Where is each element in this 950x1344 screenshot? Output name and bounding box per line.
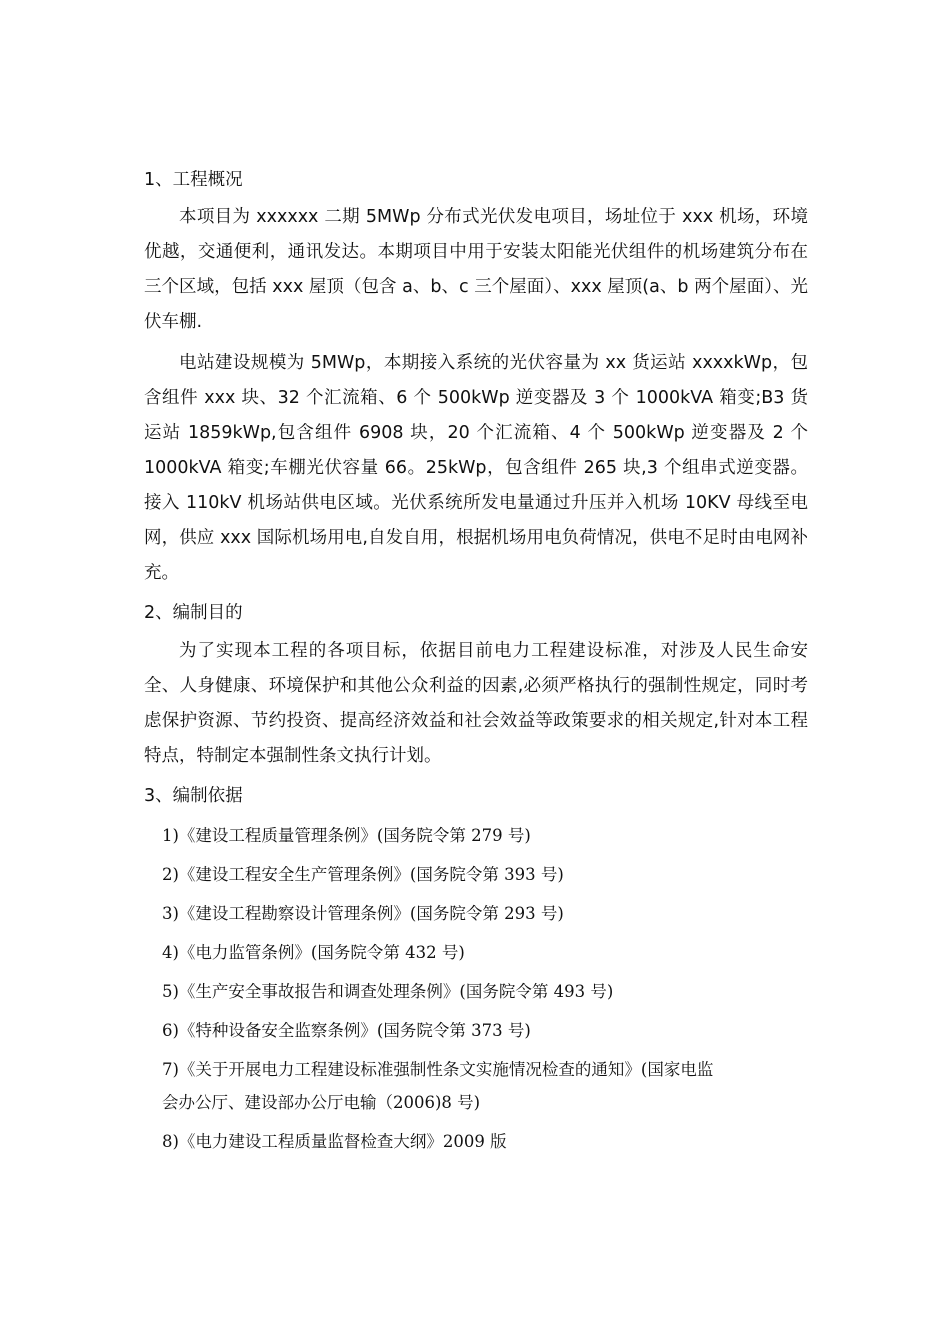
overview-paragraph-1: 本项目为 xxxxxx 二期 5MWp 分布式光伏发电项目，场址位于 xxx 机场，环境优越，交通便利，通讯发达。本期项目中用于安装太阳能光伏组件的机场建筑分布在三个区域，包括 xxx 屋顶（包含 a、b、c 三个屋面）、xxx 屋顶(a、b 两个屋面）、光伏车棚.: [144, 207, 808, 332]
reference-item-7-line-1: 7)《关于开展电力工程建设标准强制性条文实施情况检查的通知》(国家电监: [162, 1060, 714, 1079]
document-body: [144, 164, 808, 1164]
reference-list: [144, 819, 808, 1158]
reference-item-3: 3)《建设工程勘察设计管理条例》(国务院令第 293 号): [162, 904, 564, 923]
reference-item-7: [144, 1053, 808, 1119]
reference-item-2: 2)《建设工程安全生产管理条例》(国务院令第 393 号): [162, 865, 564, 884]
purpose-paragraph: 为了实现本工程的各项目标，依据目前电力工程建设标准，对涉及人民生命安全、人身健康、环境保护和其他公众利益的因素,必须严格执行的强制性规定，同时考虑保护资源、节约投资、提高经济效益和社会效益等政策要求的相关规定,针对本工程特点，特制定本强制性条文执行计划。: [144, 641, 808, 766]
section-heading-basis: 3、编制依据: [144, 786, 243, 806]
reference-item-4: 4)《电力监管条例》(国务院令第 432 号): [162, 943, 465, 962]
reference-item-5: 5)《生产安全事故报告和调查处理条例》(国务院令第 493 号): [162, 982, 614, 1001]
reference-item-8: 8)《电力建设工程质量监督检查大纲》2009 版: [162, 1132, 507, 1151]
section-heading-purpose: 2、编制目的: [144, 603, 243, 623]
section-heading-overview: 1、工程概况: [144, 170, 243, 190]
reference-item-7-line-2: 会办公厅、建设部办公厅电输（2006)8 号): [162, 1093, 481, 1112]
reference-item-6: 6)《特种设备安全监察条例》(国务院令第 373 号): [162, 1021, 531, 1040]
reference-item-1: 1)《建设工程质量管理条例》(国务院令第 279 号): [162, 826, 531, 845]
overview-paragraph-2: 电站建设规模为 5MWp，本期接入系统的光伏容量为 xx 货运站 xxxxkWp，包含组件 xxx 块、32 个汇流箱、6 个 500kWp 逆变器及 3 个 1000kVA 箱变;B3 货运站 1859kWp,包含组件 6908 块，20 个汇流箱、4 个 500kWp 逆变器及 2 个 1000kVA 箱变;车棚光伏容量 66。25kWp，包含组件 265 块,3 个组串式逆变器。接入 110kV 机场站供电区域。光伏系统所发电量通过升压并入机场 10KV 母线至电网，供应 xxx 国际机场用电,自发自用，根据机场用电负荷情况，供电不足时由电网补充。: [144, 353, 808, 583]
